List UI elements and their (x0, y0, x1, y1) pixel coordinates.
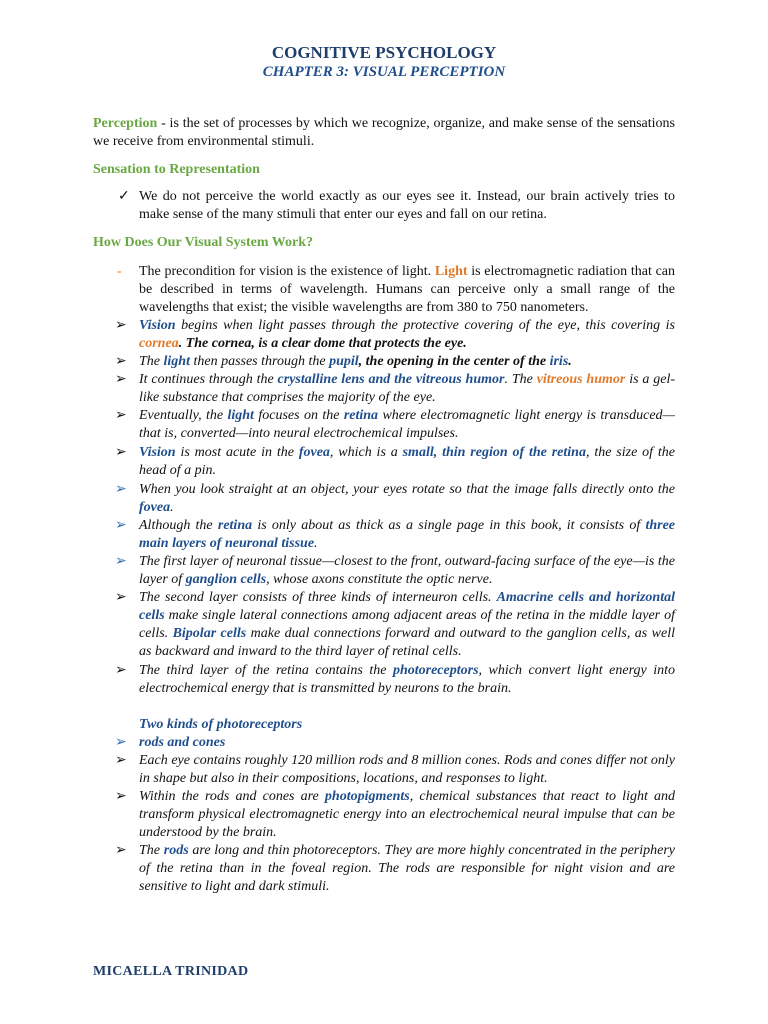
list-item: ➢ The third layer of the retina contains the photoreceptors, which convert light energy into electrochemical energy that is transmitted by neurons to the brain. (115, 663, 675, 696)
arrow-bullet-icon: ➢ (115, 318, 127, 333)
list-item: ➢ The second layer consists of three kinds of interneuron cells. Amacrine cells and horizontal cells make single lateral connections among adjacent areas of the retina in the middle layer of cells. Bipolar cells make dual connections forward and outward to the ganglion cells, as well as backward and inward to the third layer of retinal cells. (115, 590, 676, 659)
list-item: ➢ The light then passes through the pupil, the opening in the center of the iris. (115, 354, 572, 369)
arrow-bullet-icon: ➢ (115, 663, 127, 678)
arrow-bullet-icon: ➢ (115, 843, 127, 858)
list-item: ➢ It continues through the crystalline lens and the vitreous humor. The vitreous humor is a gel-like substance that comprises the majority of the eye. (115, 372, 675, 405)
arrow-bullet-icon: ➢ (115, 482, 127, 497)
list-item: ➢ Within the rods and cones are photopigments, chemical substances that react to light and transform physical electromagnetic energy into an electrochemical neural impulse that can be understood by the brain. (115, 789, 675, 840)
checkmark-icon: ✓ (118, 189, 130, 204)
perception-definition (93, 115, 675, 151)
list-item: ➢ Vision begins when light passes through the protective covering of the eye, this covering is cornea. The cornea, is a clear dome that protects the eye. (115, 318, 675, 351)
list-item: ➢ Vision is most acute in the fovea, which is a small, thin region of the retina, the size of the head of a pin. (115, 445, 675, 478)
arrow-bullet-icon: ➢ (115, 735, 127, 750)
footer-author: MICAELLA TRINIDAD (93, 964, 249, 979)
list-item: ➢ Each eye contains roughly 120 million rods and 8 million cones. Rods and cones differ not only in shape but also in their compositions, locations, and responses to light. (115, 753, 675, 786)
arrow-bullet-icon: ➢ (115, 445, 127, 460)
arrow-bullet-icon: ➢ (115, 408, 127, 423)
list-item: ➢ Although the retina is only about as thick as a single page in this book, it consists of three main layers of neuronal tissue. (115, 518, 676, 551)
list-item: ➢ The rods are long and thin photoreceptors. They are more highly concentrated in the periphery of the retina than in the foveal region. The rods are responsible for night vision and are sensitive to light and dark stimuli. (115, 843, 675, 894)
photoreceptors-subheading: Two kinds of photoreceptors (139, 717, 303, 732)
list-item: ✓ We do not perceive the world exactly as our eyes see it. Instead, our brain actively tries to make sense of the many stimuli that enter our eyes and fall on our retina. (118, 189, 675, 222)
list-item: ➢ The first layer of neuronal tissue—closest to the front, outward-facing surface of the eye—is the layer of ganglion cells, whose axons constitute the optic nerve. (115, 554, 675, 587)
perception-term: Perception (93, 116, 158, 131)
arrow-bullet-icon: ➢ (115, 590, 127, 605)
list-item: ➢ When you look straight at an object, your eyes rotate so that the image falls directly onto the fovea. (115, 482, 675, 515)
section-heading-visual-system: How Does Our Visual System Work? (93, 235, 314, 250)
arrow-bullet-icon: ➢ (115, 354, 127, 369)
arrow-bullet-icon: ➢ (115, 789, 127, 804)
list-item: ➢ rods and cones (115, 735, 226, 750)
list-item: ➢ Eventually, the light focuses on the retina where electromagnetic light energy is transduced—that is, converted—into neural electrochemical impulses. (115, 408, 675, 441)
arrow-bullet-icon: ➢ (115, 554, 127, 569)
arrow-bullet-icon: ➢ (115, 753, 127, 768)
list-item: - The precondition for vision is the existence of light. Light is electromagnetic radiation that can be described in terms of wavelength. Humans can perceive only a small range of the wavelengths that exist; the visible wavelengths are from 380 to 750 nanometers. (117, 264, 675, 315)
section-heading-sensation: Sensation to Representation (93, 162, 260, 177)
dash-icon: - (117, 264, 122, 279)
chapter-subtitle: CHAPTER 3: VISUAL PERCEPTION (262, 64, 506, 80)
perception-text: - is the set of processes by which we recognize, organize, and make sense of the sensations we receive from environmental stimuli. (93, 116, 675, 149)
page-title: COGNITIVE PSYCHOLOGY (271, 43, 497, 62)
arrow-bullet-icon: ➢ (115, 372, 127, 387)
arrow-bullet-icon: ➢ (115, 518, 127, 533)
